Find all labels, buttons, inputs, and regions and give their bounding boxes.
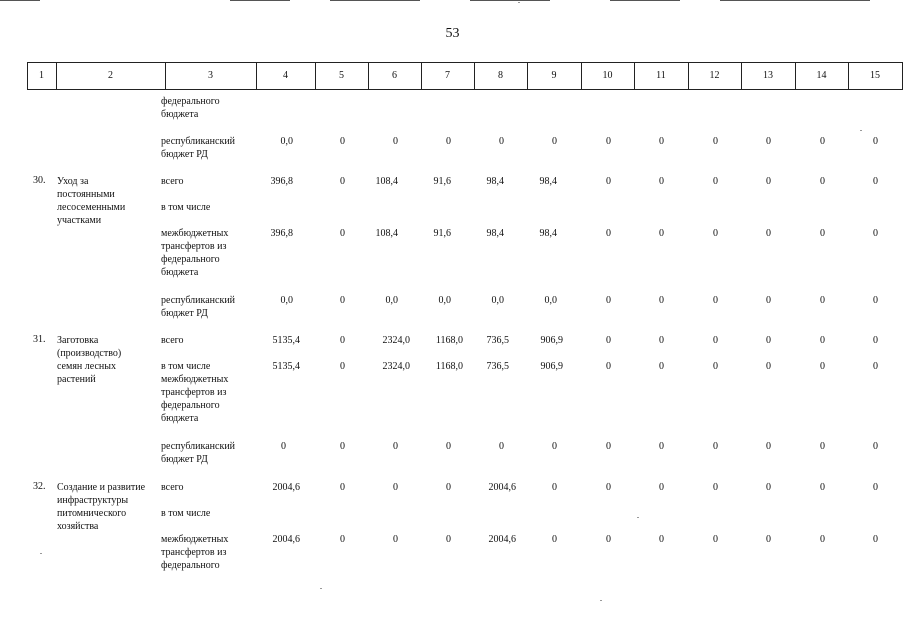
value-cell: 0,0	[280, 136, 293, 147]
value-cell: 98,4	[486, 228, 504, 239]
page-number: 53	[445, 26, 460, 41]
value-cell: 0	[820, 228, 825, 239]
scan-speck	[40, 553, 42, 554]
row-label: в том числе	[161, 508, 211, 519]
item-number: 31.	[33, 334, 46, 345]
row-label: всего	[161, 482, 184, 493]
value-cell: 0	[713, 176, 718, 187]
value-cell: 396,8	[270, 176, 293, 187]
value-cell: 0	[393, 482, 398, 493]
value-cell: 0	[873, 228, 878, 239]
value-cell: 0	[766, 482, 771, 493]
value-cell: 0,0	[544, 295, 557, 306]
value-cell: 0	[820, 335, 825, 346]
value-cell: 0	[659, 482, 664, 493]
value-cell: 0	[713, 136, 718, 147]
value-cell: 0	[713, 335, 718, 346]
header-cell: 3	[208, 70, 213, 81]
row-label: межбюджетных трансфертов из федерального бюджета	[161, 228, 229, 278]
scan-speck	[860, 130, 862, 131]
value-cell: 0	[606, 295, 611, 306]
value-cell: 0,0	[280, 295, 293, 306]
value-cell: 0	[340, 441, 345, 452]
value-cell: 0	[873, 136, 878, 147]
value-cell: 0	[340, 482, 345, 493]
item-name: Создание и развитие инфраструктуры питомнического хозяйства	[57, 482, 146, 532]
value-cell: 906,9	[540, 361, 563, 372]
value-cell: 0	[659, 295, 664, 306]
value-cell: 0	[873, 482, 878, 493]
value-cell: 2324,0	[382, 361, 410, 372]
value-cell: 0	[281, 441, 286, 452]
value-cell: 108,4	[375, 176, 398, 187]
item-name: Уход за постоянными лесосеменными участками	[57, 176, 126, 226]
header-cell: 11	[656, 70, 666, 81]
value-cell: 0	[606, 441, 611, 452]
value-cell: 0	[820, 482, 825, 493]
value-cell: 0	[659, 136, 664, 147]
value-cell: 0	[499, 136, 504, 147]
value-cell: 2004,6	[488, 482, 516, 493]
header-cell: 2	[108, 70, 113, 81]
value-cell: 0	[340, 361, 345, 372]
value-cell: 0	[552, 136, 557, 147]
header-cell: 6	[392, 70, 397, 81]
value-cell: 0	[659, 361, 664, 372]
scan-edge-line	[0, 0, 40, 1]
item-number: 30.	[33, 175, 46, 186]
value-cell: 0,0	[385, 295, 398, 306]
value-cell: 2324,0	[382, 335, 410, 346]
value-cell: 0	[873, 176, 878, 187]
value-cell: 1168,0	[435, 335, 463, 346]
row-label: республиканский бюджет РД	[161, 136, 236, 160]
scan-speck	[518, 2, 520, 3]
value-cell: 0	[873, 361, 878, 372]
value-cell: 0	[713, 441, 718, 452]
row-label: федерального бюджета	[161, 96, 220, 120]
value-cell: 1168,0	[435, 361, 463, 372]
scan-edge-line	[470, 0, 550, 1]
row-label: республиканский бюджет РД	[161, 295, 236, 319]
scan-speck	[600, 600, 602, 601]
scan-edge-line	[230, 0, 290, 1]
value-cell: 0	[606, 228, 611, 239]
row-label: в том числе межбюджетных трансфертов из федерального бюджета	[161, 361, 229, 424]
header-cell: 9	[551, 70, 557, 81]
value-cell: 0	[713, 228, 718, 239]
value-cell: 736,5	[486, 361, 509, 372]
item-name: Заготовка (производство) семян лесных растений	[57, 335, 122, 385]
value-cell: 91,6	[433, 176, 451, 187]
scan-edge-line	[610, 0, 680, 1]
value-cell: 0	[606, 534, 611, 545]
value-cell: 0	[713, 295, 718, 306]
value-cell: 0	[393, 441, 398, 452]
value-cell: 5135,4	[272, 361, 300, 372]
value-cell: 98,4	[539, 176, 557, 187]
value-cell: 98,4	[486, 176, 504, 187]
value-cell: 0	[659, 335, 664, 346]
value-cell: 0	[606, 361, 611, 372]
value-cell: 91,6	[433, 228, 451, 239]
value-cell: 0	[820, 361, 825, 372]
value-cell: 5135,4	[272, 335, 300, 346]
value-cell: 0	[659, 441, 664, 452]
value-cell: 0	[659, 228, 664, 239]
row-label: республиканский бюджет РД	[161, 441, 236, 465]
scan-edge-line	[330, 0, 420, 1]
value-cell: 0	[820, 534, 825, 545]
value-cell: 0	[606, 482, 611, 493]
value-cell: 0	[659, 176, 664, 187]
value-cell: 0	[766, 136, 771, 147]
value-cell: 0,0	[491, 295, 504, 306]
value-cell: 0	[766, 534, 771, 545]
value-cell: 0	[873, 295, 878, 306]
value-cell: 0	[820, 295, 825, 306]
value-cell: 0	[552, 441, 557, 452]
value-cell: 108,4	[375, 228, 398, 239]
value-cell: 0,0	[438, 295, 451, 306]
value-cell: 0	[713, 482, 718, 493]
header-cell: 14	[816, 70, 827, 81]
header-cell: 13	[763, 70, 773, 81]
row-label: межбюджетных трансфертов из федерального	[161, 534, 229, 571]
value-cell: 0	[766, 295, 771, 306]
value-cell: 0	[552, 534, 557, 545]
value-cell: 0	[766, 361, 771, 372]
value-cell: 0	[713, 361, 718, 372]
value-cell: 0	[340, 534, 345, 545]
value-cell: 2004,6	[272, 482, 300, 493]
value-cell: 0	[820, 176, 825, 187]
header-cell: 15	[870, 70, 880, 81]
header-cell: 12	[709, 70, 720, 81]
header-cell: 4	[283, 70, 288, 81]
scan-edge-line	[720, 0, 870, 1]
value-cell: 0	[393, 534, 398, 545]
col-border	[902, 62, 903, 90]
value-cell: 396,8	[270, 228, 293, 239]
header-cell: 5	[339, 70, 344, 81]
value-cell: 0	[340, 295, 345, 306]
header-cell: 7	[445, 70, 450, 81]
value-cell: 0	[446, 482, 451, 493]
item-number: 32.	[33, 481, 46, 492]
row-label: в том числе	[161, 202, 211, 213]
value-cell: 0	[820, 136, 825, 147]
header-cell: 8	[498, 70, 503, 81]
value-cell: 0	[873, 441, 878, 452]
value-cell: 0	[606, 335, 611, 346]
value-cell: 0	[340, 176, 345, 187]
value-cell: 736,5	[486, 335, 509, 346]
value-cell: 0	[552, 482, 557, 493]
value-cell: 2004,6	[488, 534, 516, 545]
value-cell: 0	[873, 534, 878, 545]
scan-speck	[320, 588, 322, 589]
value-cell: 0	[659, 534, 664, 545]
value-cell: 0	[606, 136, 611, 147]
value-cell: 0	[766, 228, 771, 239]
value-cell: 0	[499, 441, 504, 452]
table-header	[27, 62, 903, 90]
value-cell: 0	[873, 335, 878, 346]
value-cell: 0	[766, 176, 771, 187]
value-cell: 0	[446, 441, 451, 452]
header-cell: 10	[602, 70, 613, 81]
value-cell: 0	[340, 228, 345, 239]
scan-speck	[637, 517, 639, 518]
value-cell: 0	[393, 136, 398, 147]
value-cell: 0	[820, 441, 825, 452]
value-cell: 0	[606, 176, 611, 187]
value-cell: 2004,6	[272, 534, 300, 545]
value-cell: 0	[713, 534, 718, 545]
value-cell: 0	[340, 335, 345, 346]
value-cell: 0	[340, 136, 345, 147]
value-cell: 906,9	[540, 335, 563, 346]
value-cell: 98,4	[539, 228, 557, 239]
header-cell: 1	[39, 70, 44, 81]
value-cell: 0	[766, 335, 771, 346]
row-label: всего	[161, 335, 184, 346]
value-cell: 0	[446, 136, 451, 147]
value-cell: 0	[446, 534, 451, 545]
value-cell: 0	[766, 441, 771, 452]
row-label: всего	[161, 176, 184, 187]
